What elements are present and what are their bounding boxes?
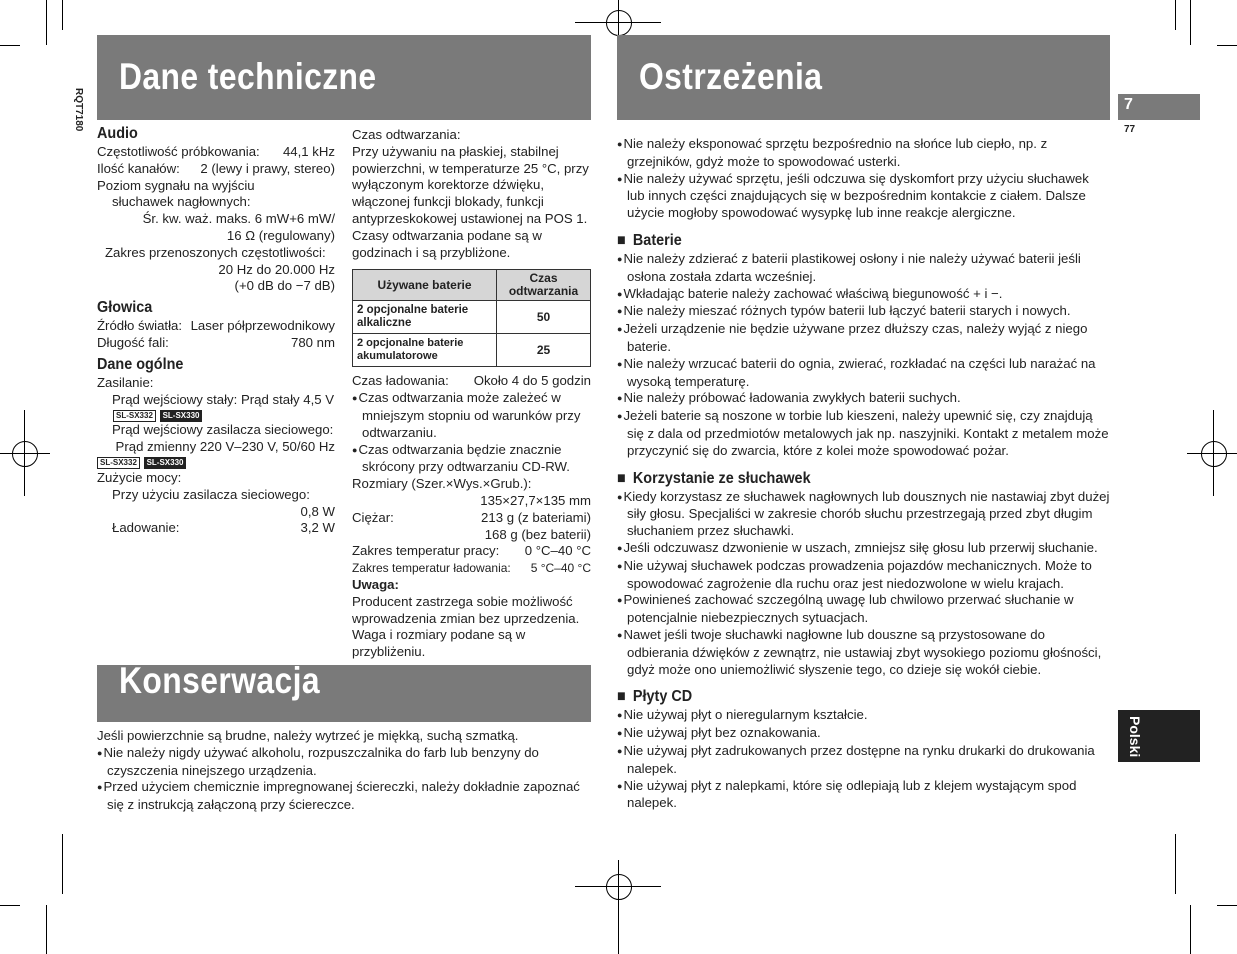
model-tags xyxy=(97,408,335,422)
table-row xyxy=(353,334,591,367)
spec-row xyxy=(97,335,335,352)
page-number: 7 xyxy=(1124,96,1133,113)
battery-table xyxy=(352,269,591,367)
general-heading: Dane ogólne xyxy=(97,355,184,373)
spec-value: Śr. kw. waż. maks. 6 mW+6 mW/ xyxy=(142,211,335,227)
head-heading: Głowica xyxy=(97,299,153,317)
note-heading: Uwaga: xyxy=(352,576,399,592)
spec-row xyxy=(352,510,591,527)
spec-label: Źródło światła: xyxy=(97,318,183,334)
list-item: ● Nie używaj płyt zadrukowanych przez dostępne na rynku drukarki do drukowania nalepek. xyxy=(617,743,1110,778)
play-time-label: Czas odtwarzania: xyxy=(352,127,461,142)
table-cell: 25 xyxy=(497,334,591,367)
spec-label: Częstotliwość próbkowania: xyxy=(97,144,260,159)
note-text: Producent zastrzega sobie możliwość wprowadzenia zmian bez uprzedzenia. Waga i rozmiary podane są w przybliżeniu. xyxy=(352,593,580,660)
language-label: Polski xyxy=(1126,716,1143,758)
list-item: ● Nie używaj płyt z nalepkami, które się odlepiają lub z klejem wystającym spod nalepek. xyxy=(617,778,1110,813)
spec-value: 3,2 W xyxy=(300,520,335,536)
spec-label: Zużycie mocy: xyxy=(97,469,182,485)
list-item: ● Nie używaj płyt bez oznakowania. xyxy=(617,725,1110,743)
table-cell: 2 opcjonalne baterie akumulatorowe xyxy=(353,334,497,367)
spec-label: Zasilanie: xyxy=(97,374,154,390)
model-tag: SL-SX332 xyxy=(113,410,156,422)
audio-heading: Audio xyxy=(97,125,138,142)
spec-label: Ilość kanałów: xyxy=(97,160,180,176)
spec-value: 20 Hz do 20.000 Hz xyxy=(218,261,335,277)
specs-banner xyxy=(97,35,591,120)
list-item: ● Nie należy eksponować sprzętu bezpośrednio na słońce lub ciepło, np. z grzejników, gdyż może to spowodować usterki. xyxy=(617,136,1110,171)
specs-left-column xyxy=(97,124,335,537)
table-cell: 2 opcjonalne baterie alkaliczne xyxy=(353,301,497,334)
model-tag: SL-SX330 xyxy=(160,410,203,422)
list-item: ● Nawet jeśli twoje słuchawki nagłowne lub douszne są przystosowane do odbierania dźwięków z zewnątrz, nie ustawiaj zbyt wysokiego poziomu głośności, gdyż może ono uniemożliwić słyszenie tego, co dzieje się wokół ciebie. xyxy=(617,627,1110,678)
warnings-banner xyxy=(617,35,1110,120)
list-item: ● Jeżeli baterie są noszone w torbie lub kieszeni, należy upewnić się, czy znajdują się z dala od przedmiotów metalowych jak np. naszyjniki. Kontakt z metalem może przyczynić się do zwarcia, które z kolei może spowodować pożar. xyxy=(617,408,1110,459)
spec-value: (+0 dB do −7 dB) xyxy=(234,278,335,294)
spec-value: 168 g (bez baterii) xyxy=(484,526,591,542)
list-item: ● Kiedy korzystasz ze słuchawek nagłownych lub dousznych nie nastawiaj zbyt dużej siły głosu. Specjaliści w zakresie chorób słuchu przestrzegają przed zbyt długim słuchaniem przez słuchawki. xyxy=(617,489,1110,540)
spec-row xyxy=(352,560,591,577)
maintenance-intro: Jeśli powierzchnie są brudne, należy wytrzeć je miękką, suchą szmatką. xyxy=(97,728,519,743)
list-item: ● Czas odtwarzania może zależeć w mniejszym stopniu od warunków przy odtwarzaniu. xyxy=(352,390,591,441)
list-item: ● Powinieneś zachować szczególną uwagę lub chwilowo przerwać słuchanie w potencjalnie niebezpiecznych sytuacjach. xyxy=(617,592,1110,627)
table-row xyxy=(353,301,591,334)
spec-value: 2 (lewy i prawy, stereo) xyxy=(200,160,335,176)
spec-label: Czas ładowania: xyxy=(352,373,449,389)
spec-value: 0,8 W xyxy=(300,503,335,519)
spec-value: 5 °C–40 °C xyxy=(530,561,591,576)
list-item: ● Nie należy nigdy używać alkoholu, rozpuszczalnika do farb lub benzyny do czyszczenia ninejszego urządzenia. xyxy=(97,745,587,780)
table-cell: 50 xyxy=(497,301,591,334)
language-tab xyxy=(1118,710,1200,762)
spec-label: Poziom sygnału na wyjściu xyxy=(97,177,255,193)
spec-value: 780 nm xyxy=(291,334,335,350)
headphones-heading: ■ Korzystanie ze słuchawek xyxy=(617,469,1061,489)
spec-label: Długość fali: xyxy=(97,334,169,350)
list-item: ● Nie należy zdzierać z baterii plastikowej osłony i nie należy używać baterii jeśli osłona została zdarta wcześniej. xyxy=(617,251,1110,286)
spec-value: 135×27,7×135 mm xyxy=(480,492,591,508)
list-item: ● Jeśli odczuwasz dzwonienie w uszach, zmniejsz siłę głosu lub przerwij słuchanie. xyxy=(617,540,1110,558)
list-item: ● Przed użyciem chemicznie impregnowanej ściereczki, należy dokładnie zapoznać się z instrukcją załączoną przy ściereczce. xyxy=(97,779,587,814)
specs-right-column xyxy=(352,127,591,661)
spec-value: Około 4 do 5 godzin xyxy=(473,373,591,389)
spec-value: Prąd wejściowy zasilacza sieciowego: xyxy=(112,422,334,438)
spec-row xyxy=(97,161,335,178)
batteries-heading: ■ Baterie xyxy=(617,231,1061,251)
spec-label: Przy użyciu zasilacza sieciowego: xyxy=(112,486,310,502)
spec-value: 44,1 kHz xyxy=(282,144,335,159)
spec-value: 16 Ω (regulowany) xyxy=(226,227,335,243)
spec-row xyxy=(352,543,591,560)
list-item: ● Nie należy wrzucać baterii do ognia, zwierać, rozkładać na części lub narażać na wysoką temperaturę. xyxy=(617,356,1110,391)
play-time-desc: Przy używaniu na płaskiej, stabilnej powierzchni, w temperaturze 25 °C, przy wyłączonym korektorze dźwięku, włączonej funkcji blokady, funkcji antyprzeskokowej ustawionej na POS 1. Czasy odtwarzania podane są w godzinach i są przybliżone. xyxy=(352,143,589,260)
list-item: ● Czas odtwarzania będzie znacznie skrócony przy odtwarzaniu CD-RW. xyxy=(352,442,591,477)
list-item: ● Nie należy mieszać różnych typów baterii lub łączyć baterii starych i nowych. xyxy=(617,303,1110,321)
maintenance-banner xyxy=(97,660,591,722)
spec-row xyxy=(97,520,335,537)
spec-label: słuchawek nagłownych: xyxy=(112,194,251,210)
model-tag: SL-SX330 xyxy=(144,457,187,469)
doc-code: RQT7180 xyxy=(73,88,84,132)
spec-value: 213 g (z bateriami) xyxy=(481,509,591,525)
spec-label: Zakres przenoszonych częstotliwości: xyxy=(105,244,326,260)
model-tag: SL-SX332 xyxy=(97,457,140,469)
spec-row xyxy=(97,318,335,335)
list-item: ● Nie należy używać sprzętu, jeśli odczuwa się dyskomfort przy użyciu słuchawek lub innych części znajdujących się w bezpośrednim kontakcie z ciałem. Dalsze użycie mogłoby spowodować wysypkę lub inne reakcje alergiczne. xyxy=(617,171,1110,222)
table-header: Używane baterie xyxy=(353,270,497,301)
spec-label: Ciężar: xyxy=(352,509,394,525)
warnings-title: Ostrzeżenia xyxy=(639,56,823,97)
spec-label: Zakres temperatur pracy: xyxy=(352,543,500,559)
list-item: ● Nie używaj słuchawek podczas prowadzenia pojazdów mechanicznych. Może to spowodować zagrożenie dla ruchu oraz jest niedozwolone w wielu krajach. xyxy=(617,558,1110,593)
spec-label: Zakres temperatur ładowania: xyxy=(352,561,511,576)
table-header: Czas odtwarzania xyxy=(497,270,591,301)
spec-value: Prąd wejściowy stały: Prąd stały 4,5 V xyxy=(112,391,335,407)
page-sub-number: 77 xyxy=(1124,124,1136,135)
table-header-row xyxy=(353,270,591,301)
spec-label: Rozmiary (Szer.×Wys.×Grub.): xyxy=(352,476,532,492)
list-item: ● Jeżeli urządzenie nie będzie używane przez dłuższy czas, należy wyjąć z niego baterie. xyxy=(617,321,1110,356)
model-tags xyxy=(97,456,335,470)
warnings-body xyxy=(617,136,1110,812)
spec-label: Ładowanie: xyxy=(112,520,180,536)
list-item: ● Wkładając baterie należy zachować właściwą biegunowość + i −. xyxy=(617,286,1110,304)
specs-title: Dane techniczne xyxy=(119,56,377,97)
cd-heading: ■ Płyty CD xyxy=(617,687,1061,707)
spec-row xyxy=(97,144,335,161)
page-number-tab xyxy=(1118,94,1200,120)
maintenance-body xyxy=(97,728,587,814)
spec-row xyxy=(352,373,591,390)
list-item: ● Nie należy próbować ładowania zwykłych baterii suchych. xyxy=(617,390,1110,408)
spec-value: Laser półprzewodnikowy xyxy=(190,318,335,334)
spec-value: Prąd zmienny 220 V–230 V, 50/60 Hz xyxy=(115,439,335,455)
list-item: ● Nie używaj płyt o nieregularnym kształcie. xyxy=(617,707,1110,725)
maintenance-title: Konserwacja xyxy=(119,660,321,701)
spec-value: 0 °C–40 °C xyxy=(524,543,591,559)
